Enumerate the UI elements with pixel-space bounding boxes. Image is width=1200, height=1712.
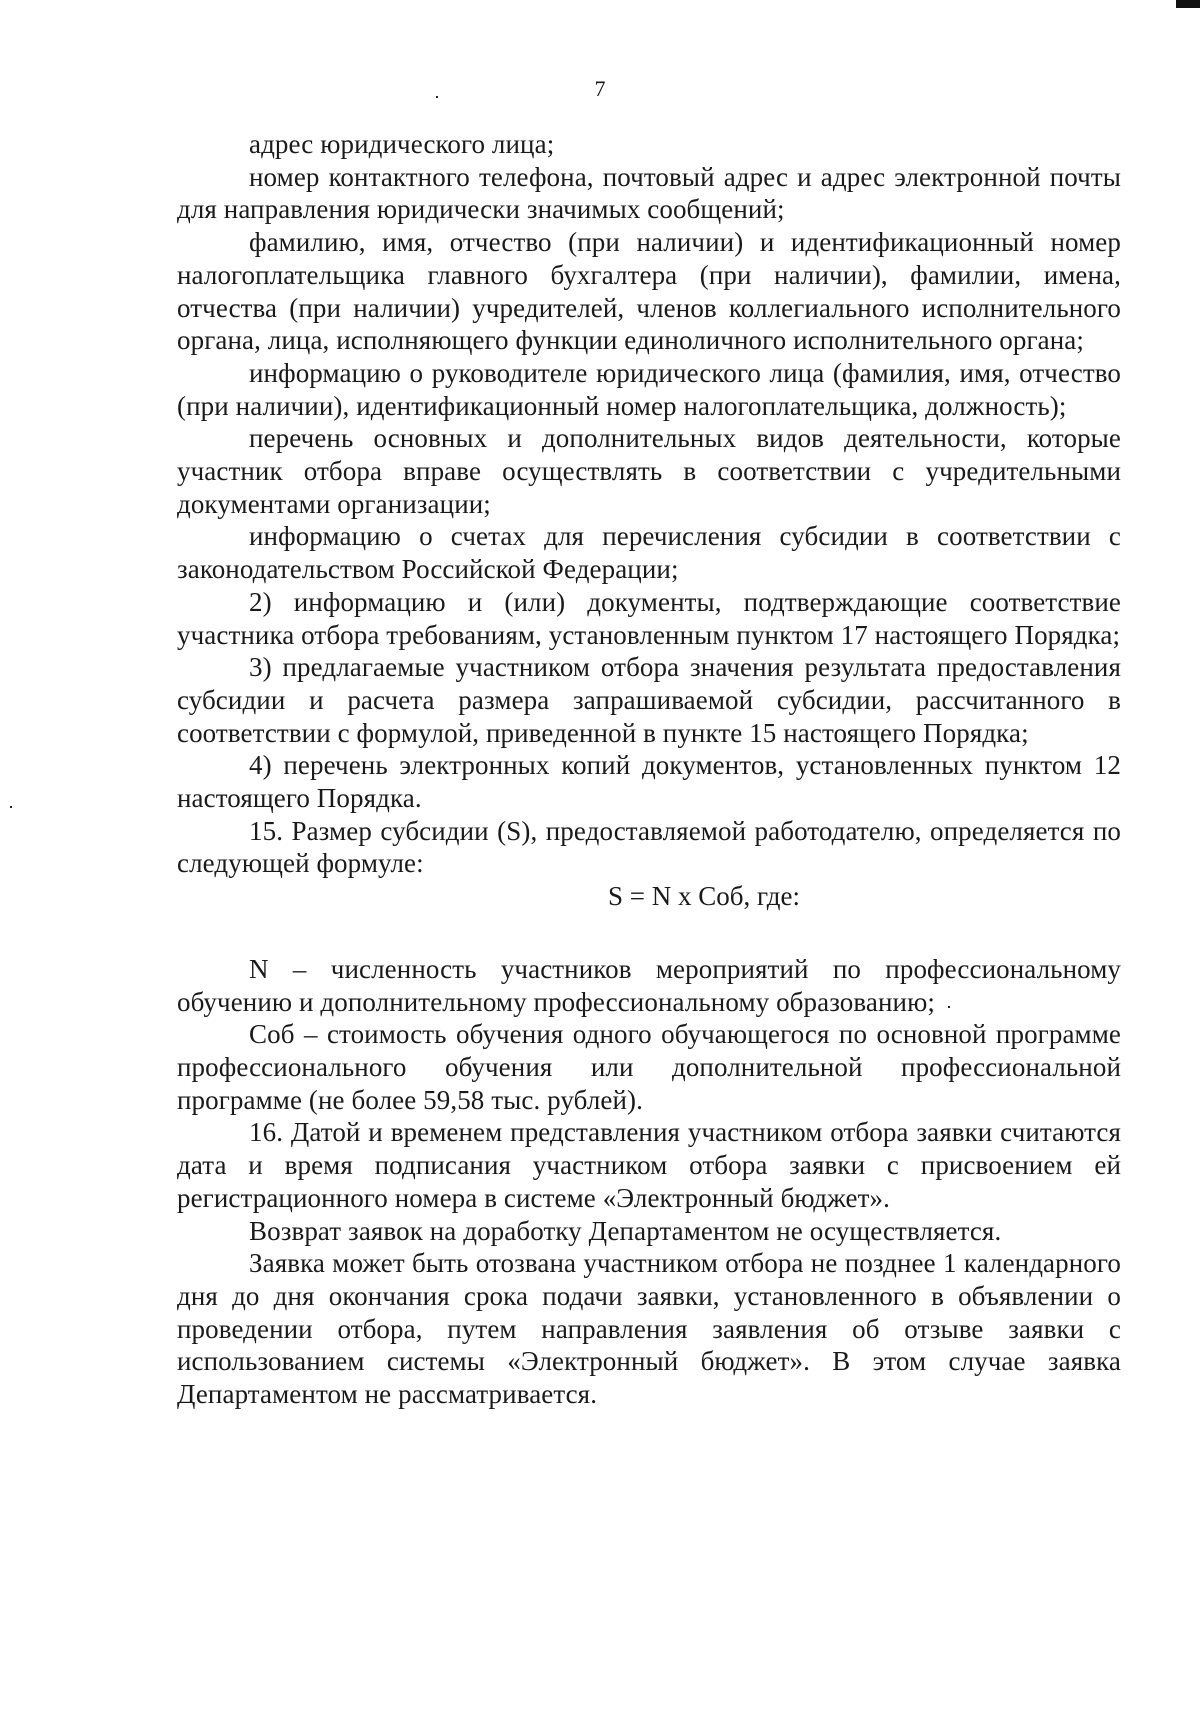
- paragraph: 2) информацию и (или) документы, подтверждающие соответствие участника отбора требованиям, установленным пунктом 17 настоящего Порядка;: [177, 586, 1121, 650]
- paragraph: Возврат заявок на доработку Департаментом не осуществляется.: [249, 1215, 1002, 1246]
- paragraph: Соб – стоимость обучения одного обучающегося по основной программе профессионального обучения или дополнительной профессиональной программе (не более 59,58 тыс. рублей).: [177, 1019, 1121, 1115]
- paragraph: 16. Датой и временем представления участником отбора заявки считаются дата и время подписания участником отбора заявки с присвоением ей регистрационного номера в системе «Электронный бюджет».: [177, 1117, 1121, 1213]
- paragraph: перечень основных и дополнительных видов деятельности, которые участник отбора вправе осуществлять в соответствии с учредительными документами организации;: [177, 423, 1121, 519]
- paragraph: 15. Размер субсидии (S), предоставляемой работодателю, определяется по следующей формуле:: [177, 815, 1121, 879]
- paragraph: 3) предлагаемые участником отбора значения результата предоставления субсидии и расчета размера запрашиваемой субсидии, рассчитанного в соответствии с формулой, приведенной в пункте 15 настоящего Порядка;: [177, 652, 1121, 748]
- paragraph: 4) перечень электронных копий документов, установленных пунктом 12 настоящего Порядка.: [177, 750, 1121, 814]
- paragraph: информацию о счетах для перечисления субсидии в соответствии с законодательством Российской Федерации;: [177, 521, 1121, 585]
- paragraph: адрес юридического лица;: [249, 129, 555, 159]
- paragraph: номер контактного телефона, почтовый адрес и адрес электронной почты для направления юридически значимых сообщений;: [177, 161, 1121, 225]
- paragraph: Заявка может быть отозвана участником отбора не позднее 1 календарного дня до дня окончания срока подачи заявки, установленного в объявлении о проведении отбора, путем направления заявления об отзыве заявки с использованием системы «Электронный бюджет». В этом случае заявка Департаментом не рассматривается.: [177, 1248, 1121, 1410]
- scan-corner-mark: [1176, 0, 1200, 8]
- subsidy-formula: S = N х Соб, где:: [608, 881, 800, 912]
- scan-dot: [10, 806, 12, 808]
- page-number: 7: [594, 76, 606, 101]
- paragraph: N – численность участников мероприятий по профессиональному обучению и дополнительному профессиональному образованию;: [177, 953, 1121, 1017]
- paragraph: информацию о руководителе юридического лица (фамилия, имя, отчество (при наличии), идентификационный номер налогоплательщика, должность);: [177, 357, 1121, 421]
- paragraph: фамилию, имя, отчество (при наличии) и идентификационный номер налогоплательщика главного бухгалтера (при наличии), фамилии, имена, отчества (при наличии) учредителей, членов коллегиального исполнительного органа, лица, исполняющего функции единоличного исполнительного органа;: [177, 227, 1121, 356]
- document-body: [177, 128, 1121, 1411]
